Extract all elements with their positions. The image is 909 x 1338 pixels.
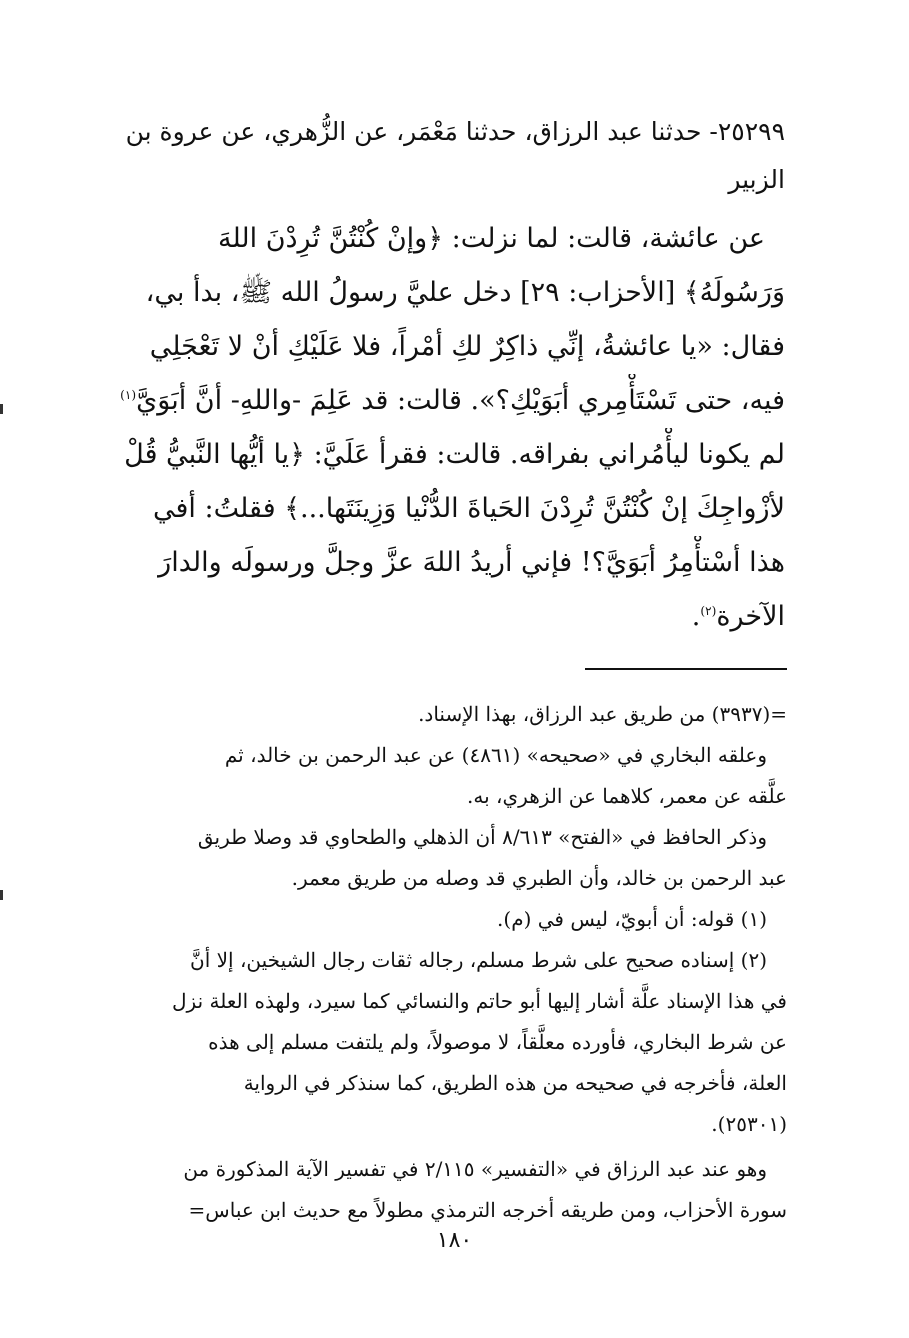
footnotes — [75, 694, 787, 1231]
footnote-ref-2: (٢) — [700, 604, 717, 618]
footnote-line: وهو عند عبد الرزاق في «التفسير» ٢/١١٥ في تفسير الآية المذكورة من — [183, 1157, 767, 1181]
footnote-line: عن شرط البخاري، فأورده معلَّقاً، لا موصولاً، ولم يلتفت مسلم إلى هذه — [208, 1030, 787, 1054]
scan-edge-mark — [0, 890, 3, 900]
footnote-2: (٢) إسناده صحيح على شرط مسلم، رجاله ثقات رجال الشيخين، إلا أنَّ — [190, 948, 767, 972]
hadith-end-mark: . — [691, 601, 701, 632]
footnote-line: سورة الأحزاب، ومن طريقه أخرجه الترمذي مطولاً مع حديث ابن عباس= — [188, 1198, 787, 1222]
footnote-line: وعلقه البخاري في «صحيحه» (٤٨٦١) عن عبد الرحمن بن خالد، ثم — [224, 743, 767, 767]
footnote-line: في هذا الإسناد علَّة أشار إليها أبو حاتم والنسائي كما سيرد، ولهذه العلة نزل — [172, 989, 787, 1013]
hadith-text-segment: الآخرة — [716, 601, 785, 632]
hadith-text-line: فقال: «يا عائشةُ، إنِّي ذاكِرٌ لكِ أمْراً، فلا عَلَيْكِ أنْ لا تَعْجَلِي — [149, 331, 785, 362]
hadith-text-line: وَرَسُولَهُ﴾ [الأحزاب: ٢٩] دخل عليَّ رسولُ الله ﷺ، بدأ بي، — [145, 277, 785, 308]
hadith-body — [75, 110, 785, 644]
hadith-text-last-line — [75, 590, 785, 644]
hadith-text-segment: فيه، حتى تَسْتَأْمِري أبَوَيْكِ؟». قالت: قد عَلِمَ -واللهِ- أنَّ أبَوَيَّ — [136, 385, 785, 416]
footnote-line: علَّقه عن معمر، كلاهما عن الزهري، به. — [467, 784, 787, 808]
footnote-line: العلة، فأخرجه في صحيحه من هذه الطريق، كما سنذكر في الرواية — [243, 1071, 787, 1095]
hadith-isnad-line-2: الزبير — [728, 165, 785, 194]
footnote-1: (١) قوله: أن أبويّ، ليس في (م). — [497, 907, 767, 931]
hadith-text-line: هذا أسْتأْمِرُ أبَوَيَّ؟! فإني أريدُ اللهَ عزَّ وجلَّ ورسولَه والدارَ — [158, 547, 785, 578]
hadith-text-line: لم يكونا ليأْمُراني بفراقه. قالت: فقرأ عَلَيَّ: ﴿يا أيُّها النَّبيُّ قُلْ — [124, 439, 785, 470]
footnote-line: (٢٥٣٠١). — [711, 1112, 787, 1136]
hadith-isnad-line: ٢٥٢٩٩- حدثنا عبد الرزاق، حدثنا مَعْمَر، عن الزُّهري، عن عروة بن — [125, 117, 785, 146]
footnote-line: =(٣٩٣٧) من طريق عبد الرزاق، بهذا الإسناد. — [418, 702, 787, 726]
hadith-text-line: عن عائشة، قالت: لما نزلت: ﴿وإنْ كُنْتُنَّ تُرِدْنَ اللهَ — [217, 223, 765, 254]
hadith-text-line-with-footnote — [75, 374, 785, 428]
footnote-separator — [585, 668, 787, 670]
footnote-ref-1: (١) — [120, 388, 137, 402]
page-number: ١٨٠ — [436, 1228, 473, 1253]
hadith-text-line: لأزْواجِكَ إنْ كُنْتُنَّ تُرِدْنَ الحَياةَ الدُّنْيا وَزِينَتَها...﴾ فقلتُ: أفي — [153, 493, 785, 524]
footnote-line: وذكر الحافظ في «الفتح» ٨/٦١٣ أن الذهلي والطحاوي قد وصلا طريق — [197, 825, 767, 849]
scan-edge-mark — [0, 404, 3, 414]
footnote-line: عبد الرحمن بن خالد، وأن الطبري قد وصله من طريق معمر. — [291, 866, 787, 890]
